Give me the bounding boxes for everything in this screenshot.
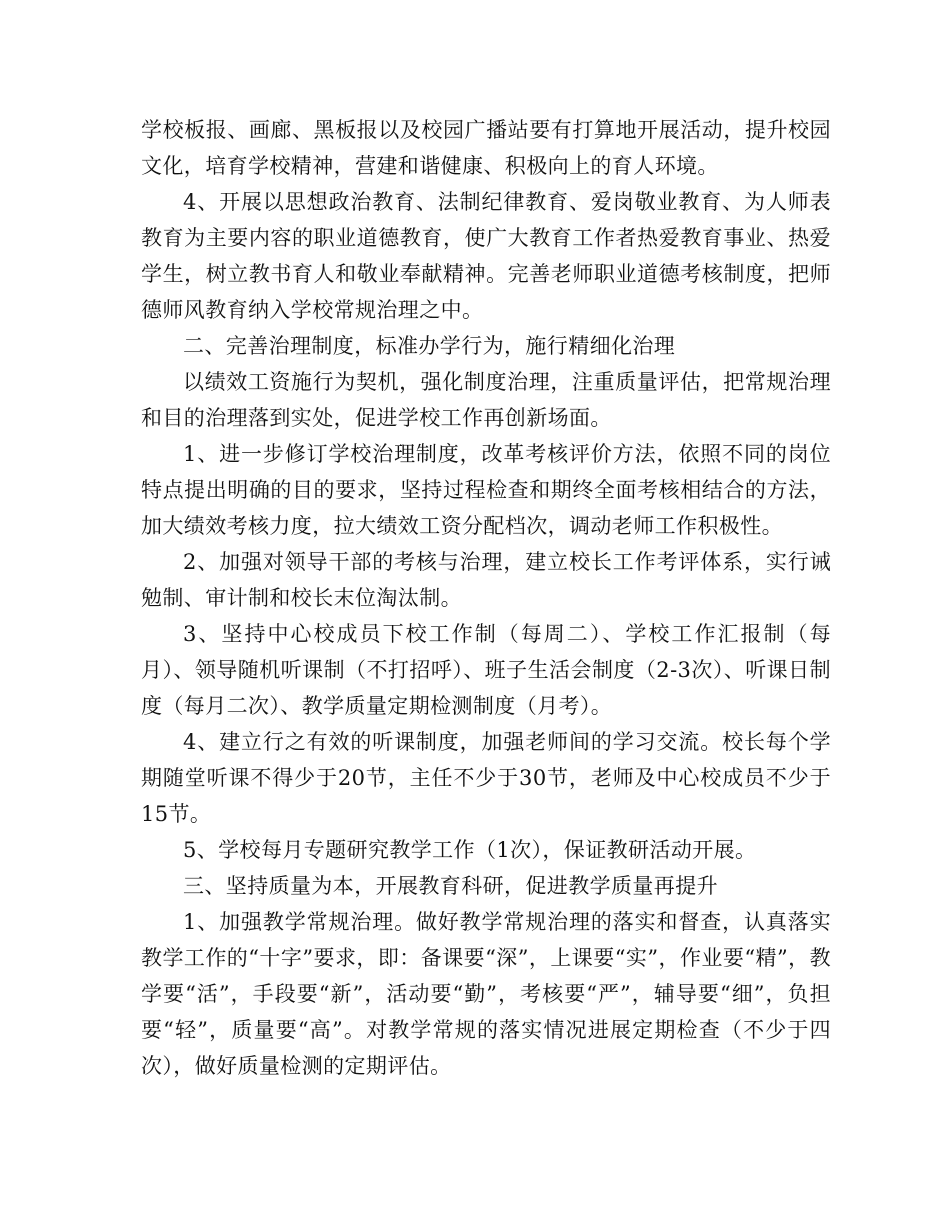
paragraph-6: 3、坚持中心校成员下校工作制（每周二）、学校工作汇报制（每月）、领导随机听课制（不打招呼）、班子生活会制度（2-3次）、听课日制度（每月二次）、教学质量定期检测制度（月考）。 — [141, 622, 831, 718]
paragraph-1: 学校板报、画廊、黑板报以及校园广播站要有打算地开展活动，提升校园文化，培育学校精神，营建和谐健康、积极向上的育人环境。 — [141, 118, 831, 178]
paragraph-3: 以绩效工资施行为契机，强化制度治理，注重质量评估，把常规治理和目的治理落到实处，促进学校工作再创新场面。 — [141, 370, 831, 430]
paragraph-7: 4、建立行之有效的听课制度，加强老师间的学习交流。校长每个学期随堂听课不得少于20节，主任不少于30节，老师及中心校成员不少于15节。 — [141, 730, 831, 826]
paragraph-2: 4、开展以思想政治教育、法制纪律教育、爱岗敬业教育、为人师表教育为主要内容的职业道德教育，使广大教育工作者热爱教育事业、热爱学生，树立教书育人和敬业奉献精神。完善老师职业道德考核制度，把师德师风教育纳入学校常规治理之中。 — [141, 190, 831, 322]
paragraph-9: 1、加强教学常规治理。做好教学常规治理的落实和督查，认真落实教学工作的“十字”要求，即：备课要“深”，上课要“实”，作业要“精”，教学要“活”，手段要“新”，活动要“勤”，考核要“严”，辅导要“细”，负担要“轻”，质量要“高”。对教学常规的落实情况进展定期检查（不少于四次），做好质量检测的定期评估。 — [141, 910, 831, 1078]
paragraph-8: 5、学校每月专题研究教学工作（1次），保证教研活动开展。 — [183, 838, 757, 862]
paragraph-4: 1、进一步修订学校治理制度，改革考核评价方法，依照不同的岗位特点提出明确的目的要求，坚持过程检查和期终全面考核相结合的方法，加大绩效考核力度，拉大绩效工资分配档次，调动老师工作积极性。 — [141, 442, 831, 538]
section-heading-2: 二、完善治理制度，标准办学行为，施行精细化治理 — [183, 334, 676, 358]
document-body — [141, 112, 831, 1084]
section-heading-3: 三、坚持质量为本，开展教育科研，促进教学质量再提升 — [183, 874, 718, 898]
paragraph-5: 2、加强对领导干部的考核与治理，建立校长工作考评体系，实行诫勉制、审计制和校长末位淘汰制。 — [141, 550, 831, 610]
